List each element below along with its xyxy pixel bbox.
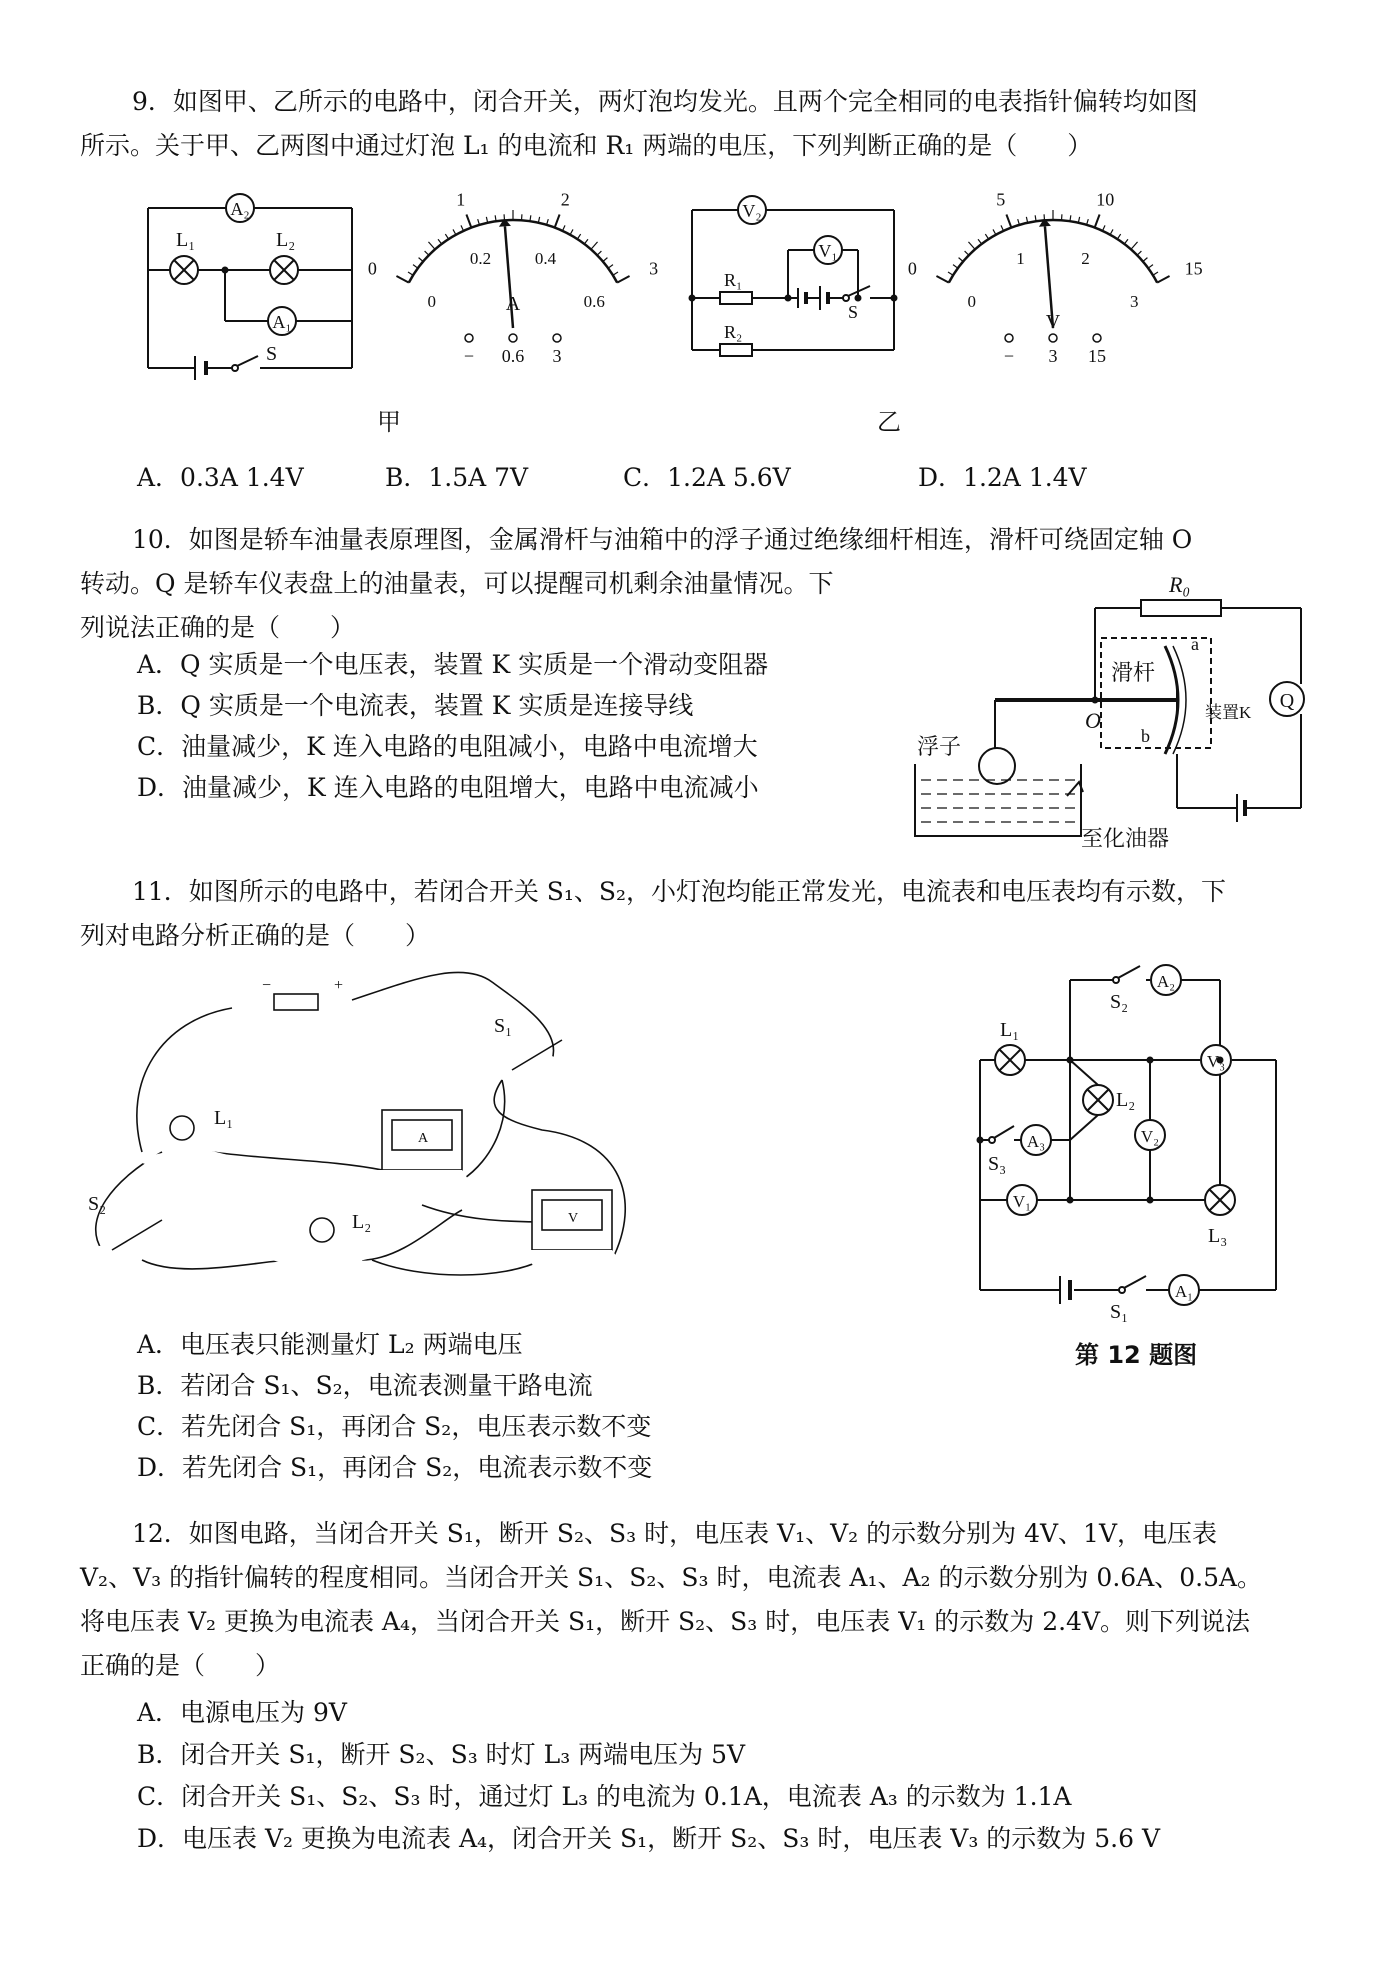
vm-tick <box>1035 215 1036 221</box>
vm-bottom-tick-label: 1 <box>1016 248 1025 268</box>
am-tick <box>608 265 613 269</box>
device-k-label: 装置K <box>1205 703 1252 722</box>
s1-label: S₁ <box>1110 1301 1129 1323</box>
pivot-o-label: O <box>1085 708 1101 733</box>
voltmeter-device <box>522 1190 632 1278</box>
am-tick <box>603 258 608 262</box>
v3-label: V₃ <box>1206 1052 1226 1071</box>
voltmeter-scale <box>908 190 1203 311</box>
s2-label: S₂ <box>1110 991 1129 1013</box>
vm-tick <box>1006 214 1011 227</box>
am-bottom-tick-label: 0 <box>427 291 437 311</box>
switch-s1 <box>492 1040 582 1084</box>
v2-label: V₂ <box>1140 1127 1160 1146</box>
a2-label: A₂ <box>1156 972 1176 991</box>
vm-tick <box>965 251 969 255</box>
am-top-tick-label: 3 <box>649 258 659 279</box>
battery <box>252 994 354 1024</box>
physical-circuit-picture <box>82 960 642 1290</box>
vm-terminal-label: 3 <box>1048 346 1058 366</box>
figure-jia-caption: 甲 <box>377 408 401 436</box>
q11-option-a[interactable]: A．电压表只能测量灯 L₂ 两端电压 <box>137 1330 523 1359</box>
l1-label: L₁ <box>176 229 196 251</box>
am-tick <box>425 251 429 255</box>
r2-label: R₂ <box>724 322 743 342</box>
am-tick <box>396 276 408 283</box>
am-tick <box>613 272 618 275</box>
fuel-gauge-diagram <box>915 568 1325 851</box>
vm-tick <box>1148 265 1153 269</box>
vm-tick <box>1124 239 1128 244</box>
question-12-stem <box>80 1512 1325 1688</box>
vm-tick <box>959 258 964 262</box>
am-bottom-tick-label: 0.6 <box>583 291 605 311</box>
q12-figure-caption: 第 12 题图 <box>1075 1341 1198 1369</box>
voltmeter-unit-label: V <box>1045 311 1061 333</box>
q12-option-c[interactable]: C．闭合开关 S₁、S₂、S₃ 时，通过灯 L₃ 的电流为 0.1A，电流表 A₃ 的示数为 1.1A <box>137 1782 1072 1811</box>
ammeter-device-label: A <box>418 1131 429 1146</box>
q10-option-d[interactable]: D．油量减少，K 连入电路的电阻增大，电路中电流减小 <box>137 773 759 802</box>
vm-top-tick-label: 5 <box>996 189 1006 210</box>
am-tick <box>419 258 424 262</box>
a1-meter-label: A₁ <box>272 312 292 332</box>
vm-tick <box>1095 214 1100 227</box>
am-tick <box>438 239 442 244</box>
am-top-tick-label: 0 <box>367 258 377 279</box>
end-a-label: a <box>1191 634 1199 654</box>
am-tick <box>453 229 456 234</box>
vm-tick <box>1131 242 1138 250</box>
am-bottom-tick-label: 0.4 <box>534 248 557 268</box>
l2-label: L₂ <box>352 1211 372 1233</box>
am-top-tick-label: 2 <box>560 189 570 210</box>
vm-tick <box>948 272 953 275</box>
battery-minus-label: − <box>262 977 272 994</box>
q12-option-b[interactable]: B．闭合开关 S₁，断开 S₂、S₃ 时灯 L₃ 两端电压为 5V <box>137 1740 746 1769</box>
q12-option-a[interactable]: A．电源电压为 9V <box>137 1698 347 1727</box>
vm-top-tick-label: 10 <box>1096 189 1115 210</box>
question-11-line1: 11．如图所示的电路中，若闭合开关 S₁、S₂，小灯泡均能正常发光，电流表和电压表均有示数，下 <box>132 877 1227 906</box>
vm-arc <box>949 220 1157 283</box>
q9-option-d[interactable]: D．1.2A 1.4V <box>918 463 1087 492</box>
q12-circuit-diagram <box>970 960 1300 1323</box>
am-arc <box>409 220 617 283</box>
vm-bottom-tick-label: 0 <box>967 291 977 311</box>
circuit-yi-diagram <box>678 188 908 368</box>
q11-option-c[interactable]: C．若先闭合 S₁，再闭合 S₂，电压表示数不变 <box>137 1412 652 1441</box>
q12-option-d[interactable]: D．电压表 V₂ 更换为电流表 A₄，闭合开关 S₁，断开 S₂、S₃ 时，电压表 V₃ 的示数为 5.6 V <box>137 1824 1161 1853</box>
vm-terminal-label: − <box>1003 346 1015 366</box>
am-tick <box>413 265 418 269</box>
am-tick <box>408 272 413 275</box>
q-meter-label: Q <box>1279 690 1295 712</box>
am-tick <box>428 242 435 250</box>
end-b-label: b <box>1141 726 1150 746</box>
l3-label: L₃ <box>1208 1225 1228 1247</box>
v2-meter-label: V₂ <box>742 201 762 221</box>
question-9-line1: 9．如图甲、乙所示的电路中，闭合开关，两灯泡均发光。且两个完全相同的电表指针偏转均如图 <box>132 87 1198 116</box>
question-9-line2: 所示。关于甲、乙两图中通过灯泡 L₁ 的电流和 R₁ 两端的电压，下列判断正确的是（ ） <box>80 131 1093 160</box>
q11-option-b[interactable]: B．若闭合 S₁、S₂，电流表测量干路电流 <box>137 1371 593 1400</box>
a3-label: A₃ <box>1026 1132 1046 1151</box>
carburetor-label: 至化油器 <box>1081 826 1170 851</box>
am-tick <box>445 234 448 239</box>
vm-top-tick-label: 15 <box>1184 258 1203 279</box>
question-11-line2: 列对电路分析正确的是（ ） <box>80 921 431 950</box>
am-terminal-label: 0.6 <box>501 346 525 366</box>
vm-tick <box>968 242 975 250</box>
vm-tick <box>1070 215 1071 221</box>
am-tick <box>597 251 601 255</box>
voltmeter-device-label: V <box>568 1211 579 1226</box>
question-10-line2: 转动。Q 是轿车仪表盘上的油量表，可以提醒司机剩余油量情况。下 <box>80 569 834 598</box>
l1-label: L₁ <box>1000 1019 1020 1041</box>
ammeter-device <box>372 1110 482 1200</box>
am-tick <box>584 239 588 244</box>
switch-label: S <box>848 302 859 322</box>
l2-label: L₂ <box>1116 1089 1136 1111</box>
s1-label: S₁ <box>494 1015 513 1037</box>
q10-option-c[interactable]: C．油量减少，K 连入电路的电阻减小，电路中电流增大 <box>137 732 758 761</box>
float-label: 浮子 <box>917 734 962 759</box>
q9-option-c[interactable]: C．1.2A 5.6V <box>623 463 791 492</box>
question-12-line3: 将电压表 V₂ 更换为电流表 A₄，当闭合开关 S₁，断开 S₂、S₃ 时，电压表 V₁ 的示数为 2.4V。则下列说法 <box>80 1607 1251 1636</box>
am-terminal <box>509 334 517 342</box>
vm-tick <box>1117 234 1120 239</box>
v1-label: V₁ <box>1012 1192 1032 1211</box>
vm-bottom-tick-label: 3 <box>1129 291 1139 311</box>
vm-tick <box>1153 272 1158 275</box>
vm-tick <box>1157 276 1169 283</box>
question-11-stem <box>80 870 1325 958</box>
am-tick <box>555 214 560 227</box>
question-10-line3: 列说法正确的是（ ） <box>80 613 356 642</box>
r0-label: R₀ <box>1169 572 1191 597</box>
battery-plus-label: + <box>334 977 344 994</box>
q10-option-b[interactable]: B．Q 实质是一个电流表，装置 K 实质是连接导线 <box>137 691 694 720</box>
vm-tick <box>953 265 958 269</box>
q9-option-b[interactable]: B．1.5A 7V <box>385 463 529 492</box>
vm-tick <box>1143 258 1148 262</box>
am-terminal-label: − <box>463 346 475 366</box>
am-top-tick-label: 1 <box>456 189 466 210</box>
slider-rod-label: 滑杆 <box>1111 660 1156 685</box>
a1-label: A₁ <box>1174 1282 1194 1301</box>
figure-yi-caption: 乙 <box>877 408 901 436</box>
vm-bottom-tick-label: 2 <box>1081 248 1090 268</box>
am-tick <box>617 276 629 283</box>
vm-terminal <box>1093 334 1101 342</box>
am-tick <box>495 215 496 221</box>
am-terminal <box>553 334 561 342</box>
s2-label: S₂ <box>88 1193 107 1215</box>
switch-label: S <box>266 343 278 365</box>
vm-tick <box>993 229 996 234</box>
am-tick <box>466 214 471 227</box>
am-tick <box>591 242 598 250</box>
voltmeter-dial <box>905 188 1205 368</box>
ammeter-unit-label: A <box>505 293 521 315</box>
vm-tick <box>1110 229 1113 234</box>
vm-top-tick-label: 0 <box>907 258 917 279</box>
vm-tick <box>985 234 988 239</box>
q10-option-a[interactable]: A．Q 实质是一个电压表，装置 K 实质是一个滑动变阻器 <box>137 650 769 679</box>
am-bottom-tick-label: 0.2 <box>469 248 492 268</box>
vm-terminal-label: 15 <box>1088 346 1106 366</box>
am-tick <box>530 215 531 221</box>
vm-tick <box>936 276 948 283</box>
am-terminal <box>465 334 473 342</box>
question-10-line1: 10．如图是轿车油量表原理图，金属滑杆与油箱中的浮子通过绝缘细杆相连，滑杆可绕固定轴 O <box>132 525 1193 554</box>
vm-terminal <box>1049 334 1057 342</box>
am-tick <box>570 229 573 234</box>
a2-meter-label: A₂ <box>230 199 250 219</box>
vm-tick <box>978 239 982 244</box>
am-tick <box>577 234 580 239</box>
question-12-line2: V₂、V₃ 的指针偏转的程度相同。当闭合开关 S₁、S₂、S₃ 时，电流表 A₁、A₂ 的示数分别为 0.6A、0.5A。 <box>80 1563 1263 1592</box>
vm-terminal <box>1005 334 1013 342</box>
r1-label: R₁ <box>724 270 743 290</box>
l1-label: L₁ <box>214 1107 234 1129</box>
q11-option-d[interactable]: D．若先闭合 S₁，再闭合 S₂，电流表示数不变 <box>137 1453 653 1482</box>
circuit-jia-diagram <box>140 188 370 388</box>
am-terminal-label: 3 <box>552 346 562 366</box>
ammeter-dial <box>365 188 665 368</box>
vm-tick <box>1137 251 1141 255</box>
l2-label: L₂ <box>276 229 296 251</box>
question-12-line4: 正确的是（ ） <box>80 1651 281 1680</box>
s3-label: S₃ <box>988 1153 1007 1175</box>
question-12-line1: 12．如图电路，当闭合开关 S₁，断开 S₂、S₃ 时，电压表 V₁、V₂ 的示数分别为 4V、1V，电压表 <box>132 1519 1218 1548</box>
q9-option-a[interactable]: A．0.3A 1.4V <box>137 463 304 492</box>
v1-meter-label: V₁ <box>818 241 838 261</box>
question-9-stem <box>80 80 1325 168</box>
